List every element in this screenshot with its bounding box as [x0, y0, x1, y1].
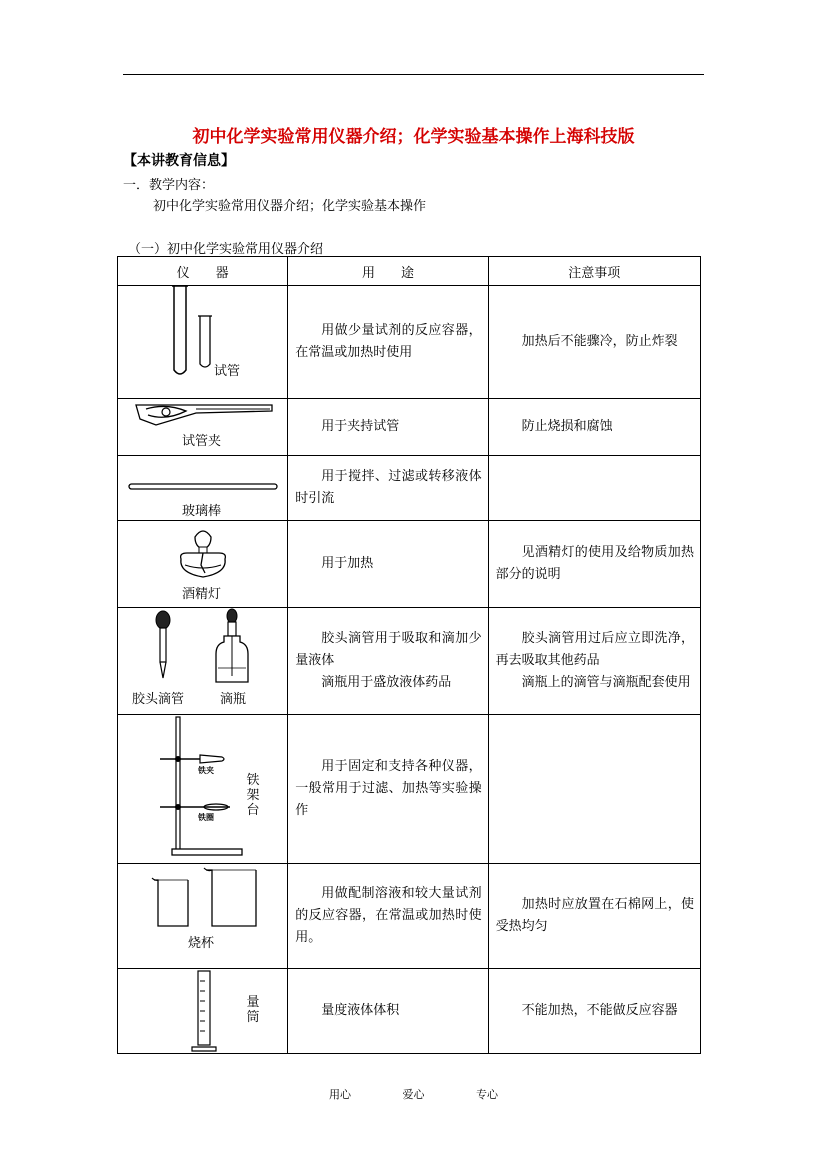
- glass-rod-icon: [129, 483, 279, 491]
- table-header-row: [118, 257, 701, 286]
- iron-stand-icon: [160, 717, 250, 859]
- use-cell: 量度液体体积: [288, 969, 488, 1054]
- table-row: [118, 399, 701, 456]
- table-row: [118, 456, 701, 521]
- instrument-label: 酒精灯: [182, 587, 222, 602]
- header-use: 用 途: [288, 257, 488, 286]
- table-row: [118, 715, 701, 864]
- section-header: 【本讲教育信息】: [123, 153, 235, 169]
- footer-item: 用心: [329, 1088, 351, 1101]
- test-tube-holder-icon: [136, 401, 276, 431]
- iron-clamp-label: 铁夹: [198, 766, 214, 775]
- page-footer: [0, 1086, 827, 1102]
- note-cell: 加热后不能骤冷，防止炸裂: [488, 286, 700, 399]
- note-cell: 胶头滴管用过后应立即洗净，再去吸取其他药品 滴瓶上的滴管与滴瓶配套使用: [488, 608, 700, 715]
- measuring-cylinder-icon: [190, 969, 220, 1051]
- table-row: [118, 286, 701, 399]
- small-beaker-icon: [152, 878, 192, 930]
- header-instrument: 仪 器: [118, 257, 288, 286]
- instrument-cell: [118, 456, 288, 521]
- instrument-label: 量筒: [246, 995, 260, 1025]
- instrument-label-2: 滴瓶: [220, 692, 247, 707]
- note-cell: 见酒精灯的使用及给物质加热部分的说明: [488, 521, 700, 608]
- note-cell: [488, 456, 700, 521]
- use-cell: 胶头滴管用于吸取和滴加少量液体 滴瓶用于盛放液体药品: [288, 608, 488, 715]
- instrument-label: 铁架台: [246, 773, 260, 818]
- use-cell: 用于固定和支持各种仪器，一般常用于过滤、加热等实验操作: [288, 715, 488, 864]
- note-cell: [488, 715, 700, 864]
- table-row: [118, 969, 701, 1054]
- use-cell: 用做配制溶液和较大量试剂的反应容器，在常温或加热时使用。: [288, 864, 488, 969]
- header-rule: [123, 74, 704, 75]
- note-cell: 防止烧损和腐蚀: [488, 399, 700, 456]
- instrument-cell: [118, 399, 288, 456]
- dropper-bottle-icon: [214, 608, 250, 688]
- instrument-cell: [118, 608, 288, 715]
- note-cell: 加热时应放置在石棉网上，使受热均匀: [488, 864, 700, 969]
- instrument-cell: [118, 286, 288, 399]
- item-1-content: 初中化学实验常用仪器介绍；化学实验基本操作: [153, 199, 427, 214]
- footer-item: 专心: [476, 1088, 498, 1101]
- instrument-cell: [118, 969, 288, 1054]
- instrument-table: [117, 256, 701, 1054]
- use-cell: 用于夹持试管: [288, 399, 488, 456]
- item-1-heading: 一．教学内容：: [123, 178, 215, 193]
- table-row: [118, 521, 701, 608]
- instrument-label: 胶头滴管: [132, 692, 185, 707]
- subsection-heading: （一）初中化学实验常用仪器介绍: [128, 242, 324, 257]
- note-cell: 不能加热，不能做反应容器: [488, 969, 700, 1054]
- table-row: [118, 608, 701, 715]
- instrument-cell: [118, 715, 288, 864]
- alcohol-lamp-icon: [175, 525, 231, 581]
- instrument-label: 试管夹: [182, 434, 222, 449]
- instrument-label: 试管: [214, 364, 241, 379]
- header-note: 注意事项: [488, 257, 700, 286]
- document-title: 初中化学实验常用仪器介绍；化学实验基本操作上海科技版: [192, 127, 635, 147]
- use-cell: 用做少量试剂的反应容器，在常温或加热时使用: [288, 286, 488, 399]
- use-cell: 用于加热: [288, 521, 488, 608]
- instrument-cell: [118, 521, 288, 608]
- large-beaker-icon: [204, 868, 260, 930]
- rubber-dropper-icon: [153, 610, 173, 680]
- table-row: [118, 864, 701, 969]
- instrument-cell: [118, 864, 288, 969]
- use-cell: 用于搅拌、过滤或转移液体时引流: [288, 456, 488, 521]
- iron-ring-label: 铁圈: [198, 813, 214, 822]
- instrument-label: 烧杯: [188, 936, 215, 951]
- footer-item: 爱心: [402, 1088, 425, 1101]
- instrument-label: 玻璃棒: [182, 504, 222, 519]
